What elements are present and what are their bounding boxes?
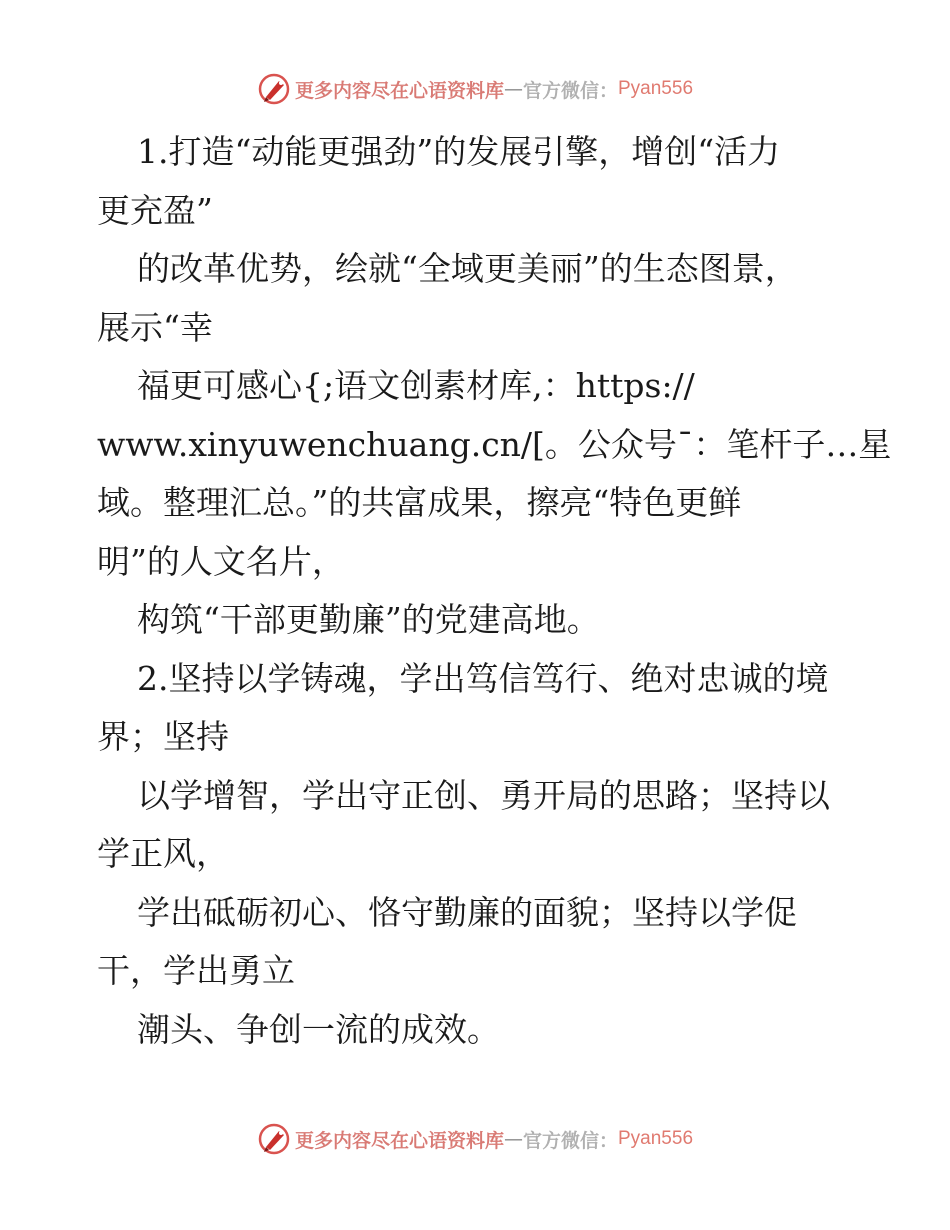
paragraph-line: 的改革优势，绘就“全域更美丽”的生态图景， (137, 249, 798, 288)
paragraph-line: 2.坚持以学铸魂，学出笃信笃行、绝对忠诚的境 (137, 658, 829, 698)
paragraph-line: 界；坚持 (97, 717, 229, 756)
banner-dash: — (503, 78, 523, 100)
paragraph-line: 明”的人文名片， (97, 541, 345, 581)
paragraph-line: 干，学出勇立 (97, 951, 295, 990)
pen-nib-logo-icon (257, 1122, 291, 1156)
paragraph-line: www.xinyuwenchuang.cn/[。公众号¯：笔杆子…星 (97, 424, 892, 464)
paragraph-line: 以学增智，学出守正创、勇开局的思路；坚持以 (137, 775, 830, 815)
pen-nib-logo-icon (257, 72, 291, 106)
wechat-account: Pyan556 (618, 1128, 694, 1149)
paragraph-line: 学出砥砺初心、恪守勤廉的面貌；坚持以学促 (137, 892, 797, 932)
footer-banner (0, 1122, 950, 1156)
paragraph-line: 福更可感心{;语文创素材库,：https:// (137, 366, 695, 405)
header-banner (0, 72, 950, 106)
paragraph-line: 1.打造“动能更强劲”的发展引擎，增创“活力 (137, 132, 781, 171)
paragraph-line: 展示“幸 (97, 307, 213, 347)
paragraph-line: 潮头、争创一流的成效。 (137, 1009, 500, 1049)
paragraph-line: 构筑“干部更勤廉”的党建高地。 (137, 600, 600, 639)
brand-text: 更多内容尽在心语资料库 (294, 1129, 504, 1152)
official-wechat-label: 官方微信： (522, 79, 618, 102)
banner-dash: — (503, 1128, 523, 1150)
paragraph-line: 域。整理汇总。”的共富成果，擦亮“特色更鲜 (97, 483, 742, 522)
paragraph-line: 学正风， (97, 834, 229, 873)
paragraph-line: 更充盈” (97, 190, 213, 230)
document-body (97, 123, 892, 1059)
official-wechat-label: 官方微信： (522, 1129, 618, 1152)
wechat-account: Pyan556 (618, 78, 694, 99)
brand-text: 更多内容尽在心语资料库 (294, 79, 504, 102)
